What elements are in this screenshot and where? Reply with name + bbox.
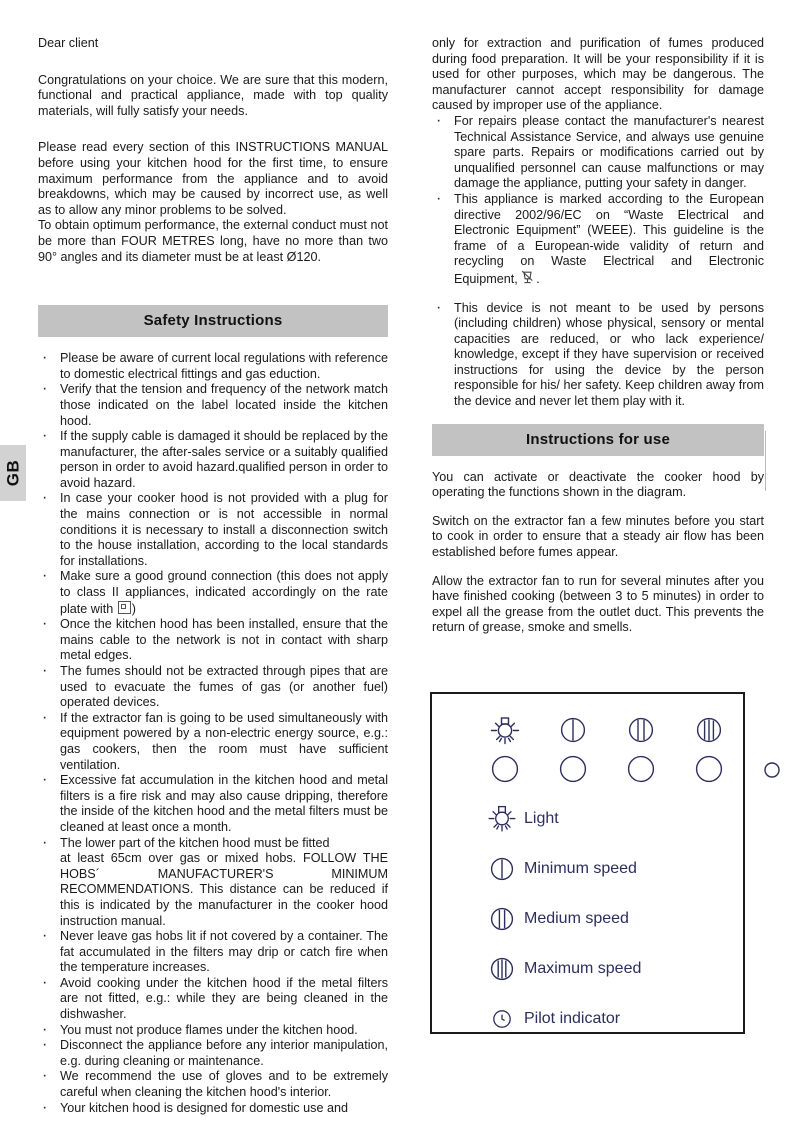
medium-speed-button[interactable] [624, 752, 658, 786]
list-item: · In case your cooker hood is not provided with a plug for the mains connection or is not accessible in normal conditions it is necessary to install a disconnection switch to the house installation, according to the local standards for installations. [38, 491, 388, 569]
children-warning-list [432, 301, 764, 410]
list-item-hood-fitting [38, 836, 388, 930]
legend-row-minimum-speed [480, 844, 730, 894]
list-item-weee [432, 192, 764, 288]
maximum-speed-icon [480, 954, 524, 984]
intro-paragraph-2: Please read every section of this INSTRUCTIONS MANUAL before using your kitchen hood for the first time, to ensure maximum performance from the appliance and to avoid breakdowns, which may be caused by incorrect use, as well as to allow any minor problems to be solved. [38, 140, 388, 217]
minimum-speed-button[interactable] [556, 752, 590, 786]
safety-instructions-heading: Safety Instructions [38, 305, 388, 337]
safety-instructions-list [38, 351, 388, 1116]
hood-fit-line-1: · The lower part of the kitchen hood must be fitted [60, 835, 330, 850]
language-tab [0, 445, 26, 501]
minimum-speed-icon [480, 854, 524, 884]
pilot-indicator-lamp [762, 760, 782, 780]
right-column [432, 36, 764, 649]
pilot-indicator-icon [480, 1004, 524, 1034]
list-item: · Please be aware of current local regulations with reference to domestic electrical fittings and gas eduction. [38, 351, 388, 382]
list-item: · Verify that the tension and frequency of the network match those indicated on the label located inside the kitchen hood. [38, 382, 388, 429]
legend-row-maximum-speed [480, 944, 730, 994]
medium-speed-icon [620, 714, 662, 748]
weee-crossed-bin-icon [521, 270, 534, 286]
instructions-for-use-heading: Instructions for use [432, 424, 764, 456]
use-paragraph-1: You can activate or deactivate the cooker hood by operating the functions shown in the diagram. [432, 469, 764, 500]
list-item: · This device is not meant to be used by persons (including children) whose physical, sensory or mental capacities are reduced, or who lack experience/ knowledge, except if they have supervision or received instructions for using the device by the person responsible for his/ her safety. Keep children away from the device and never let them play with it. [432, 301, 764, 410]
minimum-speed-icon [552, 714, 594, 748]
right-column-bullet-list [432, 114, 764, 288]
maximum-speed-button[interactable] [692, 752, 726, 786]
column-divider-hairline [765, 431, 766, 491]
legend-label: Pilot indicator [524, 1010, 621, 1027]
list-item: · Disconnect the appliance before any interior manipulation, e.g. during cleaning or maintenance. [38, 1038, 388, 1069]
greeting-text: Dear client [38, 36, 99, 50]
maximum-speed-icon [688, 714, 730, 748]
hood-fit-line-2: at least 65cm over gas or mixed hobs. FOLLOW THE HOBS´ MANUFACTURER'S MINIMUM RECOMMENDATIONS. This distance can be reduced if this is indicated by the manufacturer in the cooker hood instruction manual. [60, 851, 388, 928]
weee-text-post: . [536, 271, 540, 286]
list-item: · For repairs please contact the manufacturer's nearest Technical Assistance Service, and always use genuine spare parts. Repairs or modifications carried out by unqualified personnel can cause malfunctions or may damage the appliance, putting your safety in danger. [432, 114, 764, 192]
list-item: · Never leave gas hobs lit if not covered by a container. The fat accumulated in the filters may drip or catch fire when the temperature increases. [38, 929, 388, 976]
list-item: · You must not produce flames under the kitchen hood. [38, 1023, 388, 1039]
legend-label: Medium speed [524, 910, 629, 927]
diagram-legend [480, 794, 730, 1044]
panel-button-row [484, 752, 734, 792]
class-ii-square-icon [118, 601, 131, 614]
language-tab-label: GB [3, 459, 22, 487]
list-item: · Once the kitchen hood has been installed, ensure that the mains cable to the network is not in contact with sharp metal edges. [38, 617, 388, 664]
weee-text-pre: This appliance is marked according to the European directive 2002/96/EC on “Waste Electrical and Electronic Equipment” (WEEE). This guideline is the frame of a European-wide validity of return and recycling on Waste Electrical and Electronic Equipment, [454, 191, 764, 286]
list-item: · Avoid cooking under the kitchen hood if the metal filters are not fitted, e.g.: while they are being cleaned in the dishwasher. [38, 976, 388, 1023]
use-paragraph-3: Allow the extractor fan to run for several minutes after you have finished cooking (between 3 to 5 minutes) in order to expel all the grease from the outlet duct. This prevents the return of grease, smoke and smells. [432, 573, 764, 635]
list-item-ground-connection [38, 569, 388, 617]
legend-label: Maximum speed [524, 960, 642, 977]
list-item: · The fumes should not be extracted through pipes that are used to evacuate the fumes of gas (or another fuel) operated devices. [38, 664, 388, 711]
list-item: · We recommend the use of gloves and to be extremely careful when cleaning the kitchen hood's interior. [38, 1069, 388, 1100]
use-paragraph-2: Switch on the extractor fan a few minutes before you start to cook in order to ensure that a steady air flow has been established before fumes appear. [432, 513, 764, 560]
intro-paragraph-3: To obtain optimum performance, the external conduct must not be more than FOUR METRES long, have no more than two 90° angles and its diameter must be at least Ø120. [38, 218, 388, 264]
legend-label: Light [524, 810, 559, 827]
light-button[interactable] [488, 752, 522, 786]
light-icon [484, 714, 526, 748]
ground-item-text-post: ) [131, 601, 136, 616]
continued-paragraph: only for extraction and purification of fumes produced during food preparation. It will be your responsibility if it is used for other purposes, which may be dangerous. The manufacturer cannot accept responsibility for damage caused by improper use of the appliance. [432, 36, 764, 113]
ground-item-text-pre: Make sure a good ground connection (this does not apply to class II appliances, indicated accordingly on the rate plate with [60, 569, 388, 616]
left-column [38, 36, 388, 1116]
medium-speed-icon [480, 904, 524, 934]
intro-paragraph-1: Congratulations on your choice. We are sure that this modern, functional and practical appliance, made with top quality materials, will fully satisfy your needs. [38, 72, 388, 118]
list-item: · If the extractor fan is going to be used simultaneously with equipment powered by a non-electric energy source, e.g.: gas cookers, then the room must have sufficient ventilation. [38, 711, 388, 773]
legend-row-medium-speed [480, 894, 730, 944]
control-panel-diagram [430, 692, 745, 1034]
legend-row-pilot-indicator [480, 994, 730, 1044]
list-item: · Excessive fat accumulation in the kitchen hood and metal filters is a fire risk and may also cause dripping, therefore the inside of the kitchen hood and the metal filters must be cleaned at least once a month. [38, 773, 388, 835]
legend-row-light [480, 794, 730, 844]
list-item: · If the supply cable is damaged it should be replaced by the manufacturer, the after-sales service or a suitably qualified person in order to avoid hazard.qualified person in order to avoid hazard. [38, 429, 388, 491]
list-item: · Your kitchen hood is designed for domestic use and [38, 1101, 388, 1117]
light-icon [480, 802, 524, 836]
legend-label: Minimum speed [524, 860, 637, 877]
